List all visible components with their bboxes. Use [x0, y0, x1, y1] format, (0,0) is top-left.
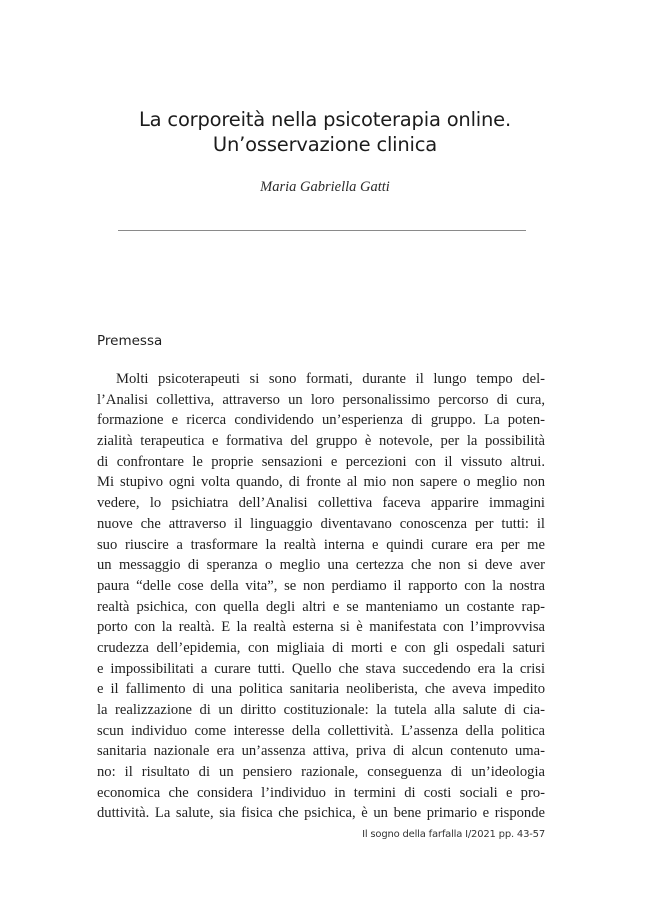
text-line: e impossibilitati a curare tutti. Quello che stava succedendo era la crisi	[97, 660, 545, 677]
text-line: suo riuscire a trasformare la realtà interna e quindi curare era per me	[97, 536, 545, 553]
journal-citation: Il sogno della farfalla I/2021 pp. 43-57	[362, 829, 545, 840]
text-line: vedere, lo psichiatra dell’Analisi collettiva faceva apparire immagini	[97, 495, 545, 512]
text-line: la realizzazione di un diritto costituzionale: la tutela alla salute di cia-	[97, 702, 545, 718]
body-paragraph	[97, 369, 545, 824]
text-line: un messaggio di speranza o meglio una certezza che non si deve aver	[97, 557, 545, 574]
text-line: nuove che attraverso il linguaggio diventavano conoscenza per tutti: il	[97, 515, 545, 532]
text-line: duttività. La salute, sia fisica che psichica, è un bene primario e risponde	[97, 805, 545, 822]
text-line: realtà psichica, con quella degli altri e se manteniamo un costante rap-	[97, 598, 545, 615]
article-title-line-1: La corporeità nella psicoterapia online.	[139, 108, 511, 131]
text-line: crudezza dell’epidemia, con migliaia di morti e con gli ospedali saturi	[97, 639, 545, 656]
text-line: di confrontare le proprie sensazioni e percezioni con il vissuto altrui.	[97, 453, 545, 470]
text-line: scun individuo come interesse della collettività. L’assenza della politica	[97, 722, 545, 739]
text-line: paura “delle cose della vita”, se non perdiamo il rapporto con la nostra	[97, 577, 545, 594]
text-line: formazione e ricerca condividendo un’esperienza di gruppo. La poten-	[97, 412, 545, 429]
title-divider	[118, 230, 526, 231]
section-heading: Premessa	[97, 333, 163, 349]
text-line: economica che considera l’individuo in termini di costi sociali e pro-	[97, 784, 545, 801]
article-title-line-2: Un’osservazione clinica	[212, 133, 438, 156]
text-line: Mi stupivo ogni volta quando, di fronte al mio non sapere o meglio non	[97, 474, 545, 491]
text-line: e il fallimento di una politica sanitaria neoliberista, che aveva impedito	[97, 681, 545, 698]
text-line: sanitaria nazionale era un’assenza attiva, priva di alcun contenuto uma-	[97, 743, 545, 760]
text-line: no: il risultato di un pensiero razionale, conseguenza di un’ideologia	[97, 764, 545, 781]
article-author: Maria Gabriella Gatti	[260, 179, 390, 195]
text-line: porto con la realtà. E la realtà esterna si è manifestata con l’improvvisa	[97, 619, 545, 636]
text-line: l’Analisi collettiva, attraverso un loro personalissimo percorso di cura,	[97, 391, 545, 408]
text-line: Molti psicoterapeuti si sono formati, durante il lungo tempo del-	[116, 371, 545, 387]
text-line: zialità terapeutica e formativa del gruppo è notevole, per la possibilità	[97, 433, 545, 450]
